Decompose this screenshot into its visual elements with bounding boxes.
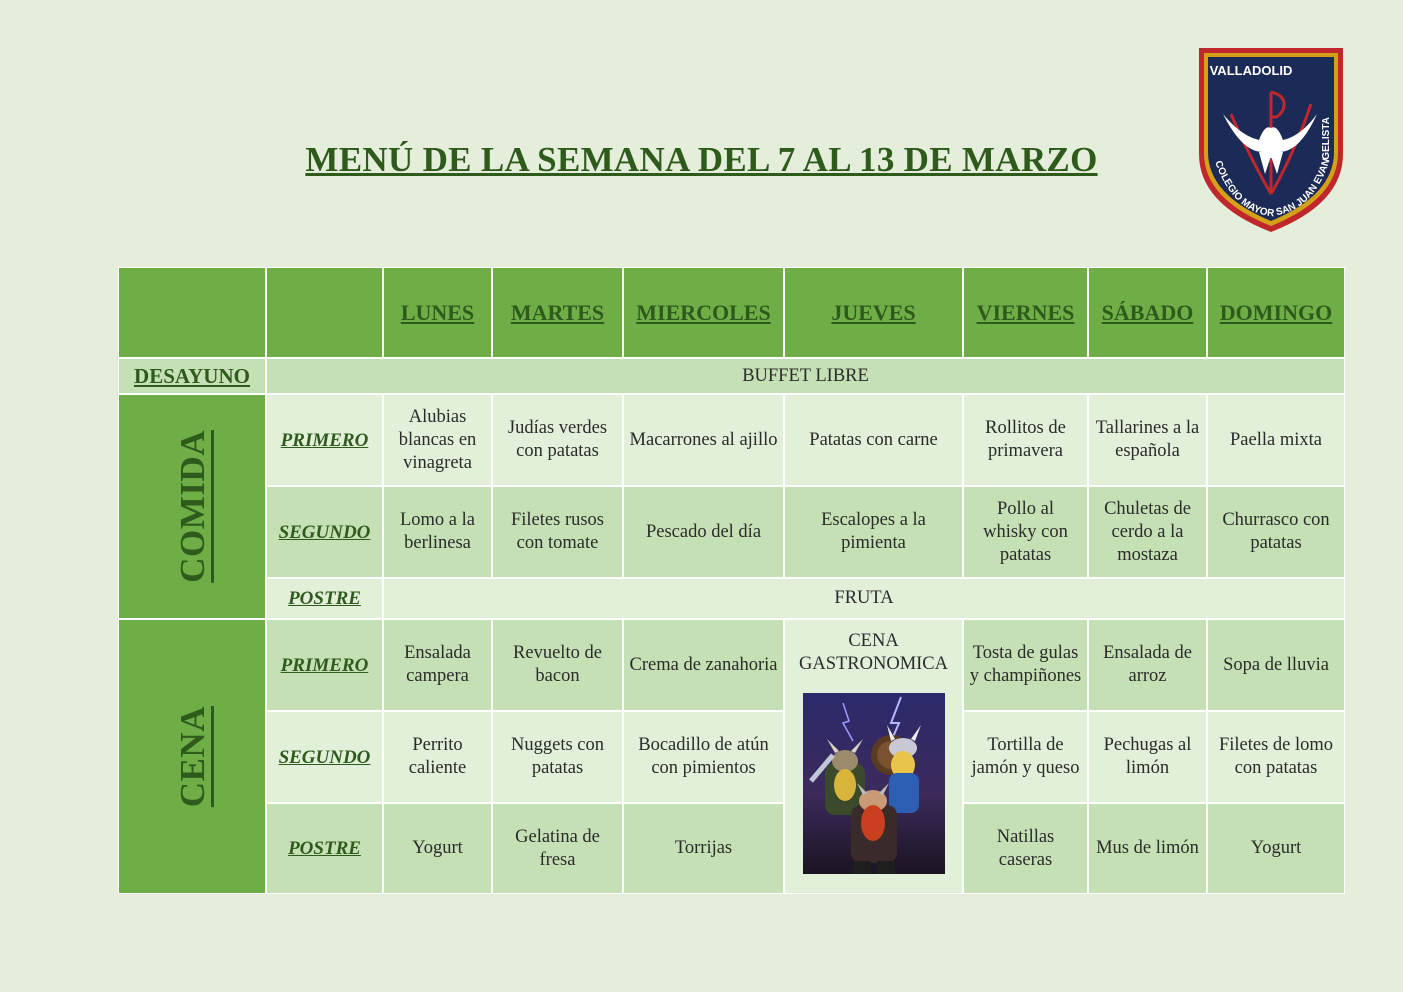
cena-primero-label: PRIMERO (266, 619, 383, 711)
logo-top-text: VALLADOLID (1209, 63, 1293, 78)
menu-cell: Chuletas de cerdo a la mostaza (1088, 486, 1207, 578)
day-label: DOMINGO (1219, 300, 1333, 325)
menu-cell: Ensalada campera (383, 619, 492, 711)
menu-cell: Torrijas (623, 803, 784, 894)
menu-cell: Mus de limón (1088, 803, 1207, 894)
day-header-jueves (784, 267, 963, 358)
menu-cell: Yogurt (1207, 803, 1345, 894)
menu-cell: Pechugas al limón (1088, 711, 1207, 803)
comida-segundo-label: SEGUNDO (266, 486, 383, 578)
cena-segundo-label: SEGUNDO (266, 711, 383, 803)
viking-dwarves-artwork-image (803, 693, 945, 874)
menu-cell: Tosta de gulas y champiñones (963, 619, 1088, 711)
menu-cell: Paella mixta (1207, 394, 1345, 486)
menu-cell: Alubias blancas en vinagreta (383, 394, 492, 486)
menu-cell: Macarrones al ajillo (623, 394, 784, 486)
comida-postre-fruta-cell: FRUTA (383, 578, 1345, 619)
day-label: MARTES (510, 300, 605, 325)
menu-cell: Sopa de lluvia (1207, 619, 1345, 711)
logo-ring-text: COLEGIO MAYOR SAN JUAN EVANGELISTA (1212, 117, 1333, 220)
cena-gastronomica-label: CENA GASTRONOMICA (798, 631, 949, 674)
menu-cell: Escalopes a la pimienta (784, 486, 963, 578)
comida-primero-label: PRIMERO (266, 394, 383, 486)
menu-cell: Judías verdes con patatas (492, 394, 623, 486)
cena-gastronomica-cell (784, 619, 963, 894)
menu-cell: Churrasco con patatas (1207, 486, 1345, 578)
comida-postre-label: POSTRE (266, 578, 383, 619)
menu-cell: Lomo a la berlinesa (383, 486, 492, 578)
menu-cell: Perrito caliente (383, 711, 492, 803)
menu-cell: Natillas caseras (963, 803, 1088, 894)
menu-cell: Crema de zanahoria (623, 619, 784, 711)
menu-cell: Yogurt (383, 803, 492, 894)
desayuno-label: DESAYUNO (118, 358, 266, 394)
page-title: MENÚ DE LA SEMANA DEL 7 AL 13 DE MARZO (305, 140, 1098, 179)
header-blank-cell (118, 267, 266, 358)
menu-cell: Revuelto de bacon (492, 619, 623, 711)
cena-label: CENA (118, 619, 266, 894)
cena-postre-label: POSTRE (266, 803, 383, 894)
menu-cell: Tallarines a la española (1088, 394, 1207, 486)
day-label: LUNES (400, 300, 475, 325)
menu-cell: Nuggets con patatas (492, 711, 623, 803)
college-crest-logo (1193, 44, 1349, 234)
menu-cell: Rollitos de primavera (963, 394, 1088, 486)
day-header-domingo (1207, 267, 1345, 358)
menu-cell: Ensalada de arroz (1088, 619, 1207, 711)
menu-cell: Bocadillo de atún con pimientos (623, 711, 784, 803)
day-header-viernes (963, 267, 1088, 358)
comida-label: COMIDA (118, 394, 266, 619)
menu-cell: Patatas con carne (784, 394, 963, 486)
menu-cell: Filetes de lomo con patatas (1207, 711, 1345, 803)
day-label: MIERCOLES (636, 300, 771, 325)
menu-cell: Gelatina de fresa (492, 803, 623, 894)
day-label: VIERNES (976, 300, 1075, 325)
day-label: SÁBADO (1101, 300, 1194, 325)
weekly-menu-table (118, 267, 1345, 894)
header-blank-cell (266, 267, 383, 358)
menu-cell: Pescado del día (623, 486, 784, 578)
day-header-sabado (1088, 267, 1207, 358)
day-header-miercoles (623, 267, 784, 358)
desayuno-buffet-cell: BUFFET LIBRE (266, 358, 1345, 394)
day-label: JUEVES (831, 300, 916, 325)
menu-cell: Tortilla de jamón y queso (963, 711, 1088, 803)
menu-cell: Filetes rusos con tomate (492, 486, 623, 578)
menu-cell: Pollo al whisky con patatas (963, 486, 1088, 578)
day-header-martes (492, 267, 623, 358)
day-header-lunes (383, 267, 492, 358)
